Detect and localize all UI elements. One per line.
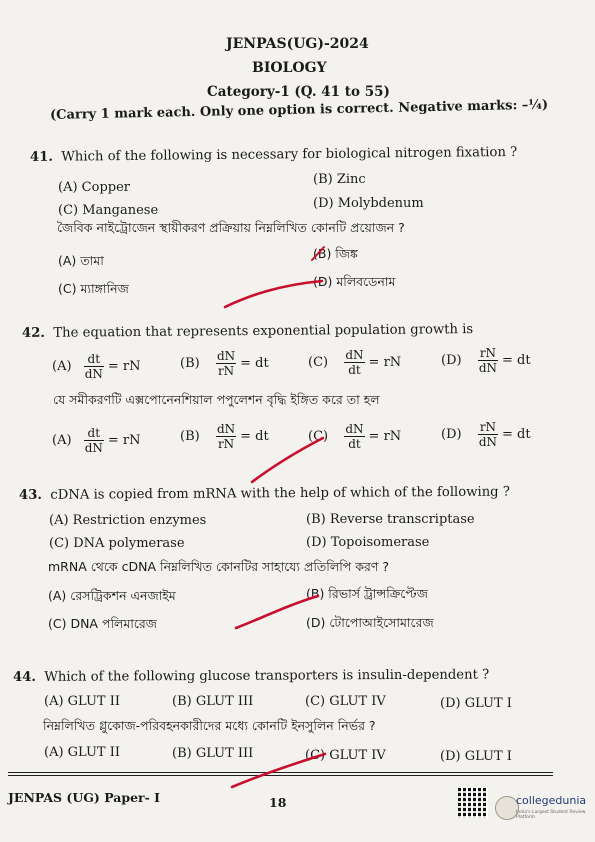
category-title: Category-1 (Q. 41 to 55) [207,84,390,100]
q43-option-c[interactable]: (C) DNA polymerase [49,536,185,551]
q41-answer-tick [312,247,324,260]
q41-bn-option-c[interactable]: (C) ম্যাঙ্গানিজ [58,281,129,296]
equation-rhs: = rN [368,429,402,444]
option-label: (B) [180,356,200,371]
q41-option-d[interactable]: (D) Molybdenum [313,196,424,211]
fraction: $\frac{dN}{rN}$ [216,349,236,378]
fraction: $\frac{dN}{dt}$ [345,422,364,451]
fraction: $\frac{rN}{dN}$ [478,346,498,375]
q44-bn-option-a[interactable]: (A) GLUT II [44,745,121,760]
fraction: $\frac{dN}{rN}$ [216,422,236,451]
equation-rhs: = rN [107,359,141,374]
fraction: $\frac{dt}{dN}$ [84,426,103,455]
equation-rhs: = dt [502,427,531,442]
q41-answer-stroke [225,281,322,307]
q43-option-d[interactable]: (D) Topoisomerase [306,535,430,550]
q44-option-a[interactable]: (A) GLUT II [44,694,121,709]
option-label: (C) [308,355,329,370]
q42-bengali-text: যে সমীকরণটি এক্সপোনেনশিয়াল পপুলেশন বৃদ্ধি ইঙ্গিত করে তা হল [53,392,380,407]
q43-bn-option-c[interactable]: (C) DNA পলিমারেজ [48,616,157,631]
question-text: Which of the following glucose transporters is insulin-dependent ? [44,667,490,685]
q41-bengali-text: জৈবিক নাইট্রোজেন স্থায়ীকরণ প্রক্রিয়ায় নিম্নলিখিত কোনটি প্রয়োজন ? [57,220,405,235]
fraction: $\frac{dt}{dN}$ [84,352,103,381]
q43-bn-option-d[interactable]: (D) টোপোআইসোমারেজ [306,615,434,630]
option-label: (D) [441,427,462,442]
question-number: 43. [18,487,43,503]
q44-option-c[interactable]: (C) GLUT IV [305,694,386,709]
equation-rhs: = rN [368,355,402,370]
question-number: 44. [12,669,36,685]
question-number: 41. [29,149,54,165]
q43-answer-stroke [236,596,318,628]
brand-logo: collegedunia [516,794,587,807]
equation-rhs: = dt [240,429,269,444]
brand-tagline: India's Largest Student Review Platform [516,810,586,820]
q41-option-b[interactable]: (B) Zinc [313,172,366,187]
q44-bn-option-d[interactable]: (D) GLUT I [440,749,512,764]
q43-bn-option-b[interactable]: (B) রিভার্স ট্রান্সক্রিপ্টেজ [306,586,428,601]
equation-rhs: = dt [240,356,269,371]
q41-option-a[interactable]: (A) Copper [58,180,130,195]
question-number: 42. [21,325,46,341]
option-label: (D) [441,353,462,368]
question-text: The equation that represents exponential population growth is [53,322,474,341]
q44-answer-stroke [232,754,325,787]
exam-title: JENPAS(UG)-2024 [226,36,369,52]
fraction: $\frac{rN}{dN}$ [478,420,498,449]
option-label: (C) [308,429,329,444]
fraction: $\frac{dN}{dt}$ [345,348,364,377]
q41-option-c[interactable]: (C) Manganese [58,203,159,218]
q43-option-a[interactable]: (A) Restriction enzymes [49,513,207,528]
page-number: 18 [269,795,287,810]
option-label: (B) [180,429,200,444]
instructions: (Carry 1 mark each. Only one option is correct. Negative marks: –¼) [49,97,549,123]
q41-bn-option-d[interactable]: (D) মলিবডেনাম [313,274,396,289]
q43-option-b[interactable]: (B) Reverse transcriptase [306,512,475,527]
q43-bn-option-a[interactable]: (A) রেসট্রিকশন এনজাইম [48,588,176,603]
question-text: Which of the following is necessary for biological nitrogen fixation ? [61,144,518,165]
option-label: (A) [52,433,72,448]
q44-option-b[interactable]: (B) GLUT III [172,694,254,709]
question-text: cDNA is copied from mRNA with the help of which of the following ? [50,484,510,503]
q41-bn-option-b[interactable]: (B) জিঙ্ক [313,246,358,261]
q43-bengali-text: mRNA থেকে cDNA নিম্নলিখিত কোনটির সাহায্যে প্রতিলিপি করণ ? [48,559,390,574]
q44-bn-option-b[interactable]: (B) GLUT III [172,746,254,761]
q42-answer-stroke [252,438,323,482]
q44-option-d[interactable]: (D) GLUT I [440,696,512,711]
subject-title: BIOLOGY [252,60,327,76]
q44-bn-option-c[interactable]: (C) GLUT IV [305,748,386,763]
q41-bn-option-a[interactable]: (A) তামা [58,253,104,268]
equation-rhs: = dt [502,353,531,368]
footer-paper: JENPAS (UG) Paper- I [8,790,161,805]
equation-rhs: = rN [107,433,141,448]
option-label: (A) [52,359,72,374]
q44-bengali-text: নিম্নলিখিত গ্লুকোজ-পরিবহনকারীদের মধ্যে কোনটি ইনসুলিন নির্ভর ? [43,718,376,733]
